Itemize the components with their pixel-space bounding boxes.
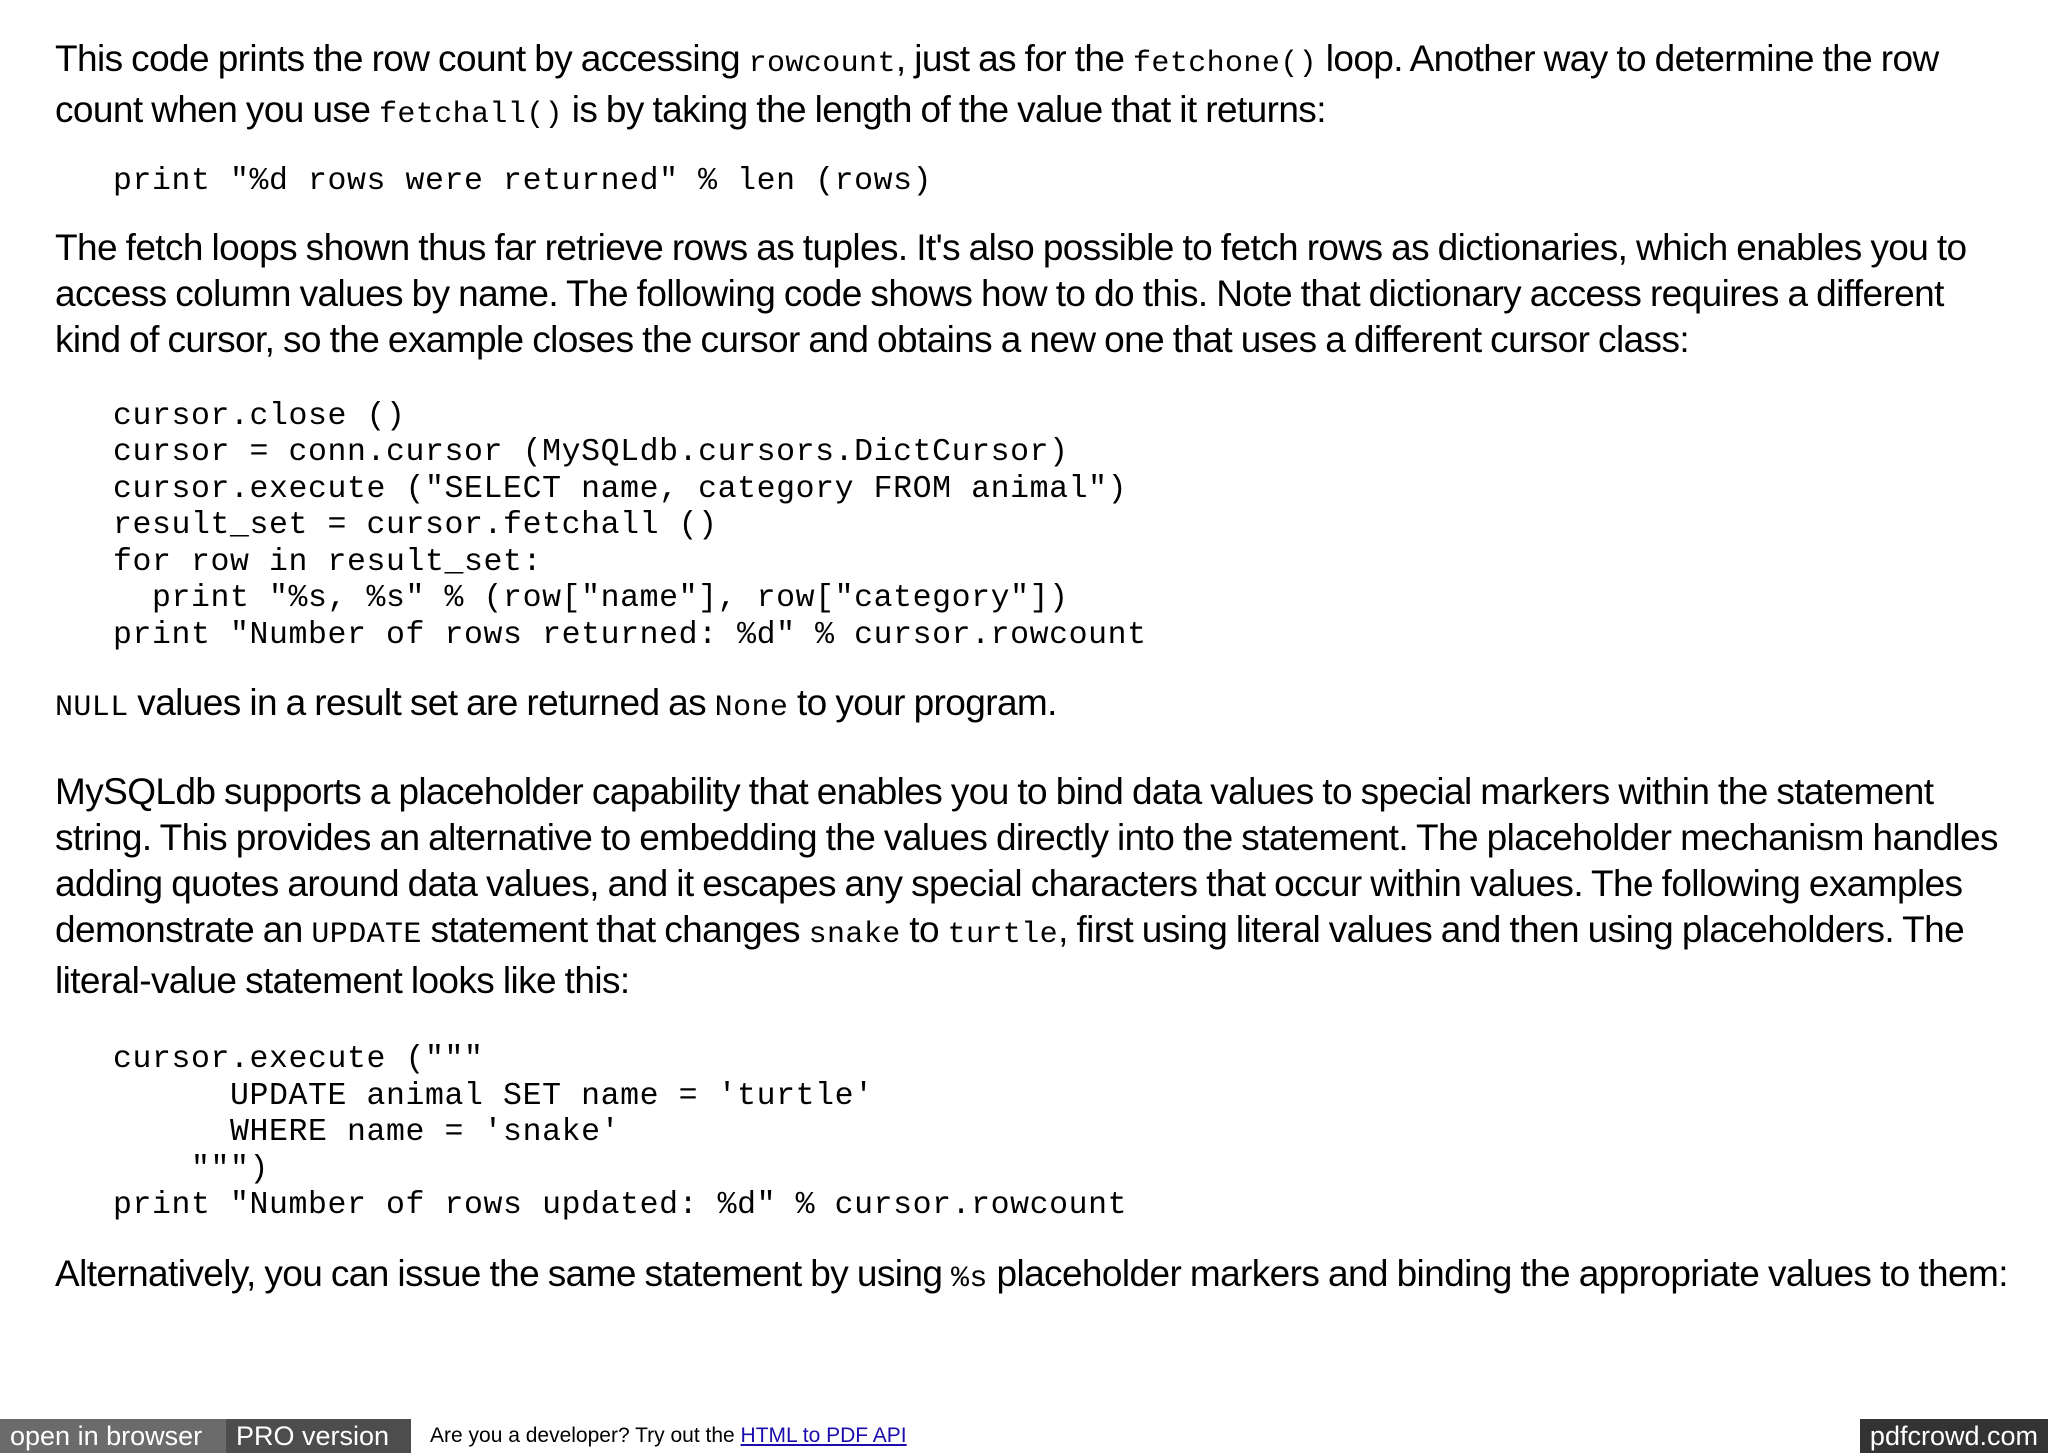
code-block-update-literal: cursor.execute (""" UPDATE animal SET name = 'turtle' WHERE name = 'snake' """) print "Number of rows updated: %d" % cursor.rowcount — [113, 1042, 1128, 1223]
inline-code: UPDATE — [311, 918, 422, 952]
text-run: Alternatively, you can issue the same statement by using — [55, 1252, 951, 1294]
text-run: statement that changes — [421, 909, 809, 950]
inline-code: fetchall() — [379, 98, 564, 132]
paragraph-dictionaries: The fetch loops shown thus far retrieve rows as tuples. It's also possible to fetch rows as dictionaries, which enables you to access column values by name. The following code shows how to do this. Note that dictionary access requires a different kind of cursor, so the example closes the cursor and obtains a new one that uses a different cursor class: — [55, 226, 1967, 360]
inline-code: turtle — [947, 918, 1059, 952]
inline-code: %s — [950, 1261, 988, 1296]
inline-code: NULL — [55, 691, 129, 725]
html-to-pdf-api-link[interactable]: HTML to PDF API — [740, 1424, 907, 1447]
text-run: to — [900, 909, 948, 950]
text-run: to your program. — [788, 682, 1057, 723]
text-run: loop. Another way to determine the row count when you use — [55, 38, 1939, 130]
paragraph-placeholders — [55, 769, 2015, 1004]
paragraph-null-values — [55, 680, 2015, 731]
inline-code: fetchone() — [1133, 47, 1318, 81]
open-in-browser-button[interactable]: open in browser — [0, 1419, 226, 1453]
inline-code: snake — [808, 918, 901, 952]
paragraph-rowcount — [55, 36, 2015, 138]
text-run: , just as for the — [895, 38, 1134, 79]
code-block-dictcursor: cursor.close () cursor = conn.cursor (MySQLdb.cursors.DictCursor) cursor.execute ("SELECT name, category FROM animal") result_set = cursor.fetchall () for row in result_set: print "%s, %s" % (row["name"], row["category"]) print "Number of rows returned: %d" % cursor.rowcount — [113, 398, 1147, 653]
paragraph-alternatively — [55, 1251, 2015, 1302]
text-run: placeholder markers and binding the appropriate values to them: — [987, 1252, 2008, 1294]
pro-version-button[interactable]: PRO version — [226, 1419, 411, 1453]
inline-code: rowcount — [748, 47, 896, 81]
inline-code: None — [714, 691, 789, 725]
text-run: values in a result set are returned as — [128, 682, 715, 723]
developer-promo-text: Are you a developer? Try out the — [430, 1424, 741, 1447]
text-run: MySQLdb supports a placeholder capability that enables you to bind data values to special markers within the statement string. This provides an alternative to embedding the values directly into the statement. The placeholder mechanism handles adding quotes around data values, and it escapes any special characters that occur within values. The following examples demonstrate an — [55, 771, 1998, 950]
code-block-len-rows: print "%d rows were returned" % len (rows) — [113, 164, 933, 199]
pdfcrowd-footer — [0, 1419, 2048, 1453]
pdfcrowd-brand-link[interactable]: pdfcrowd.com — [1860, 1419, 2048, 1453]
text-run: This code prints the row count by accessing — [55, 38, 749, 79]
developer-promo — [430, 1419, 907, 1453]
text-run: is by taking the length of the value that it returns: — [563, 89, 1326, 130]
document-content — [55, 36, 2015, 1302]
text-run: , first using literal values and then using placeholders. The literal-value statement looks like this: — [55, 909, 1965, 1001]
